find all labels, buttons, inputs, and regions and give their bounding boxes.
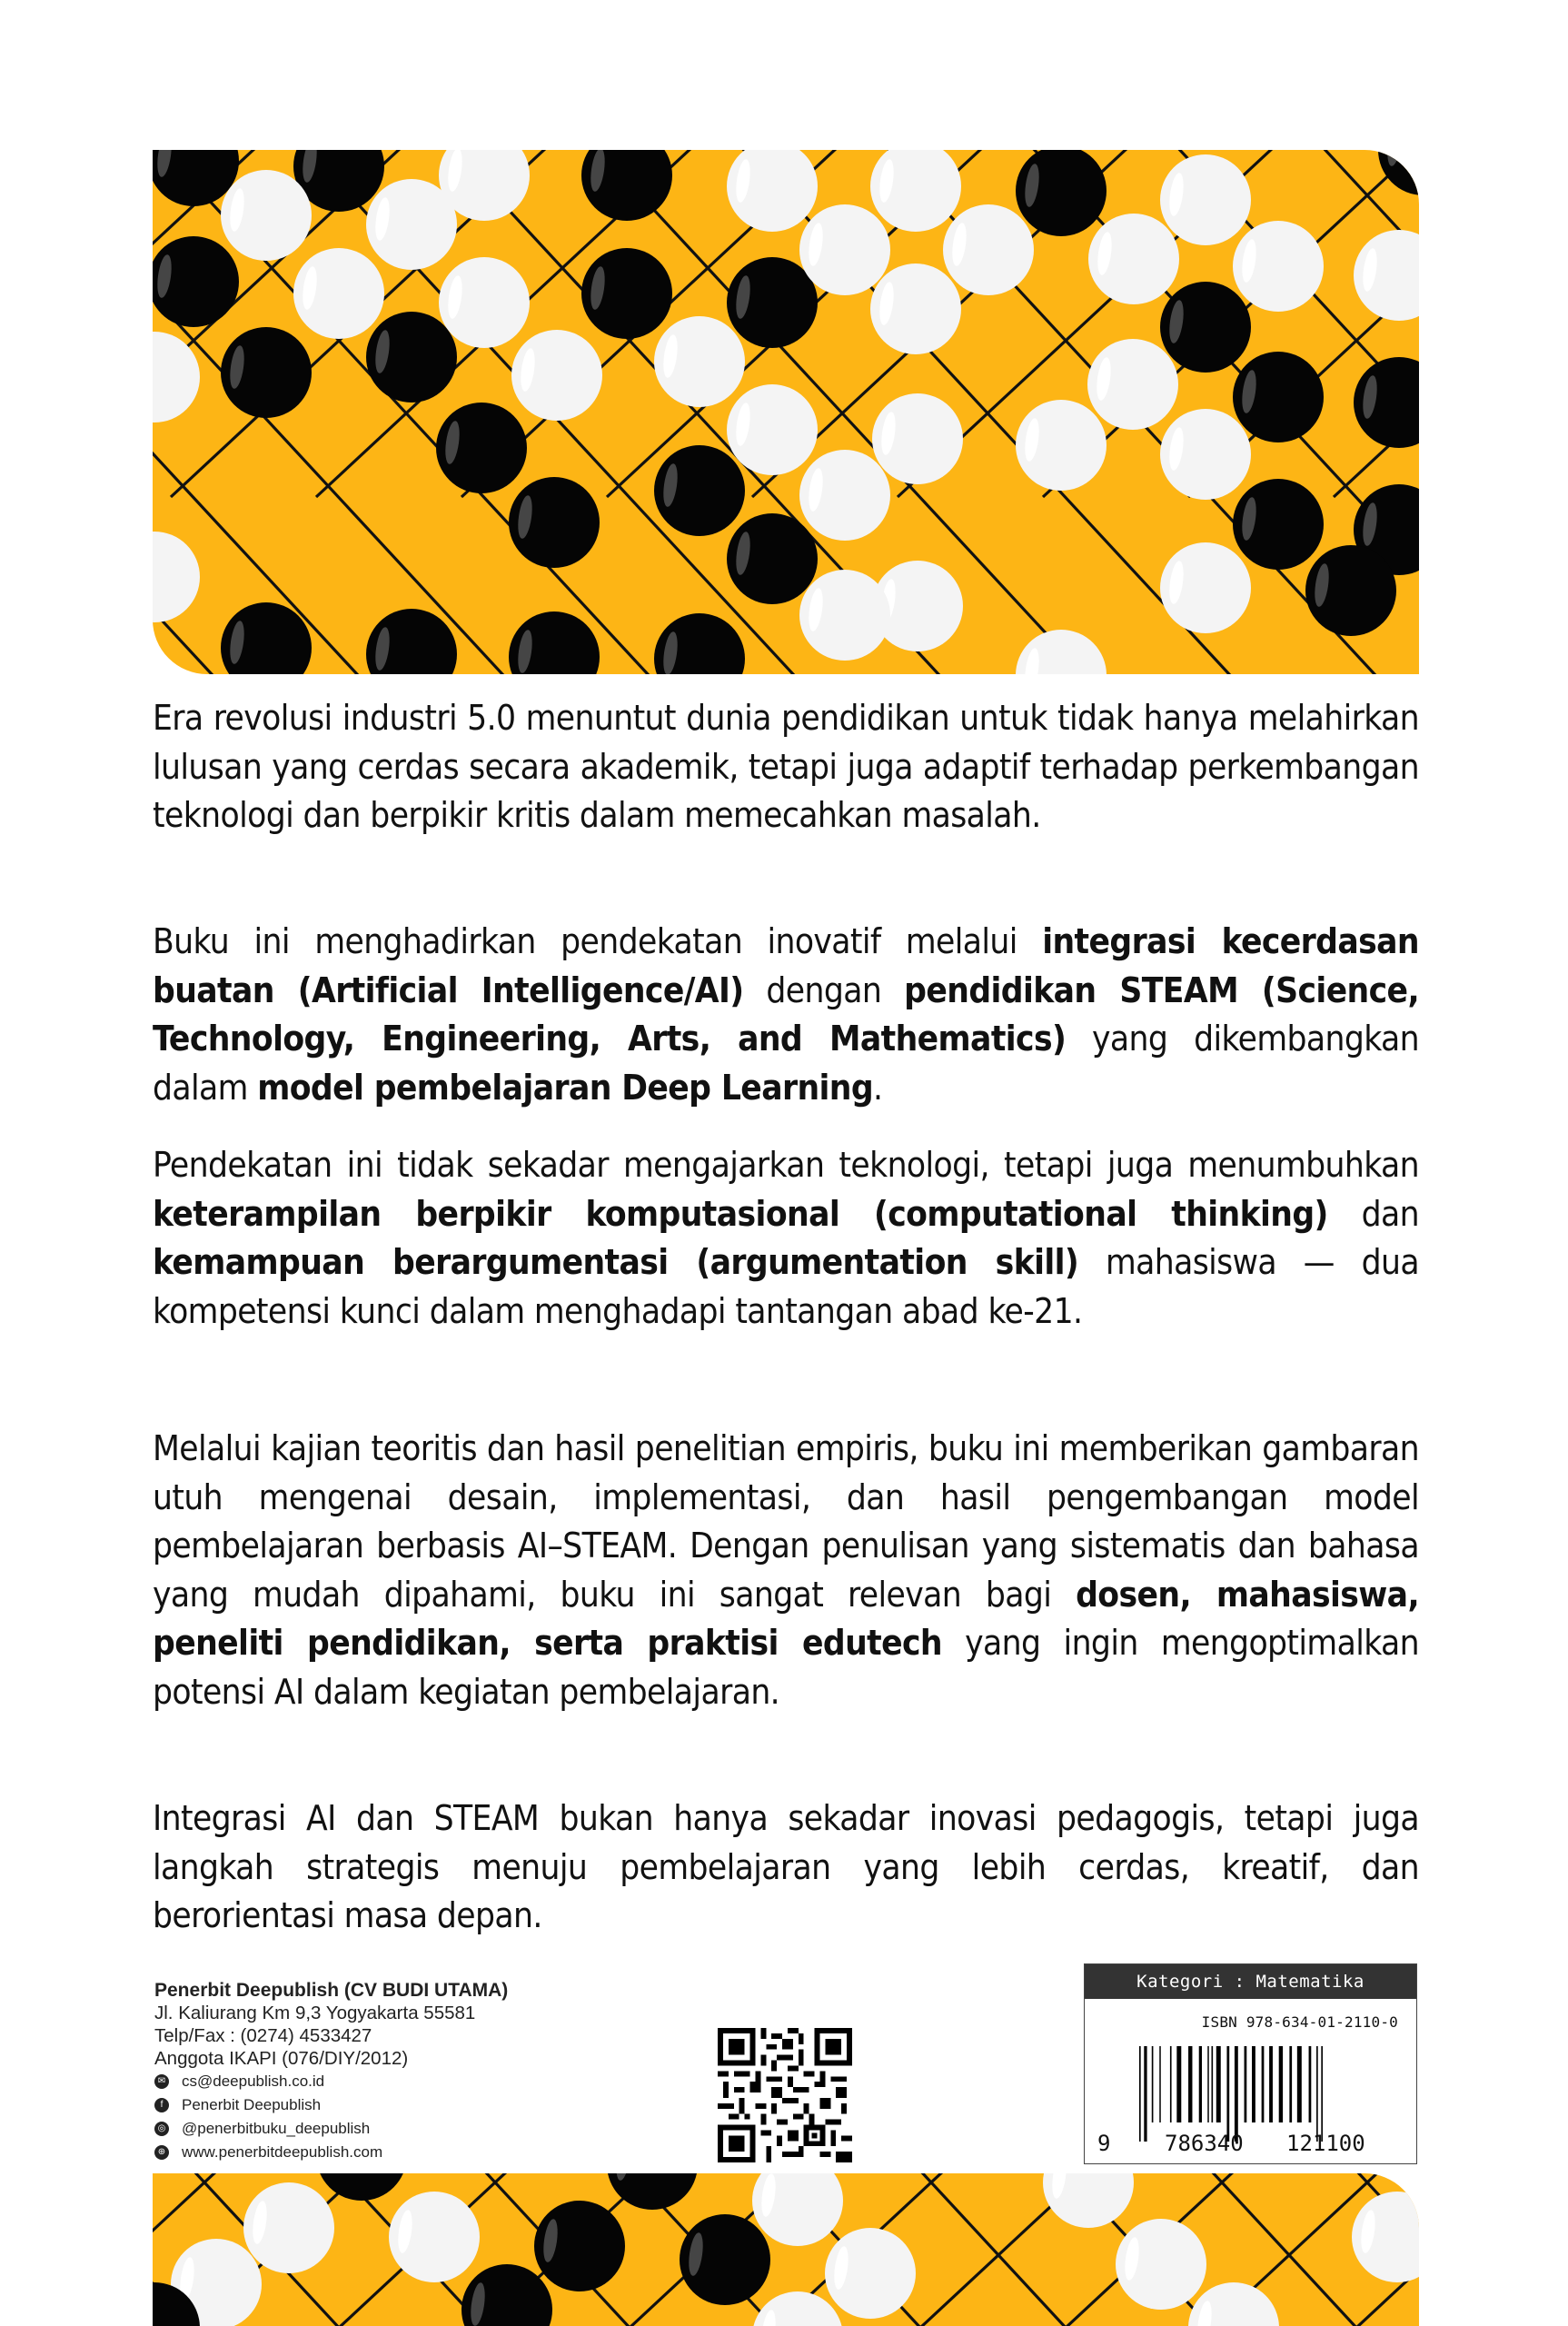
barcode-digits-right: 121100 (1286, 2131, 1365, 2156)
category-label: Kategori : Matematika (1085, 1964, 1416, 1999)
barcode-digit-first: 9 (1097, 2131, 1111, 2156)
publisher-name: Penerbit Deepublish (CV BUDI UTAMA) (154, 1980, 509, 2001)
email-icon: ✉ (154, 2074, 169, 2089)
blurb-text: Buku ini menghadirkan pendekatan inovatif melalui (153, 921, 1043, 962)
blurb-emphasis: kemampuan berargumentasi (argumentation skill) (153, 1242, 1079, 1283)
contact-website-text: www.penerbitdeepublish.com (182, 2143, 383, 2161)
blurb-text: Era revolusi industri 5.0 menuntut dunia pendidikan untuk tidak hanya melahirkan lulusan yang cerdas secara akademik, tetapi juga adaptif terhadap perkembangan teknologi dan berpikir kritis dalam memecahkan masalah. (153, 698, 1419, 836)
isbn-number: ISBN 978-634-01-2110-0 (1201, 2013, 1398, 2031)
blurb-paragraph-2 (153, 918, 1419, 1112)
blurb-paragraph-4 (153, 1425, 1419, 1716)
go-board-illustration-bottom (153, 2173, 1419, 2326)
blurb-paragraph-3 (153, 1141, 1419, 1336)
blurb-emphasis: integrasi kecerdasan buatan (Artificial Intelligence/AI) (153, 921, 1419, 1011)
qr-code[interactable] (718, 2028, 852, 2162)
blurb-text: Pendekatan ini tidak sekadar mengajarkan teknologi, tetapi juga menumbuhkan (153, 1145, 1419, 1186)
contact-instagram[interactable] (154, 2117, 508, 2141)
blurb-emphasis: model pembelajaran Deep Learning (257, 1067, 874, 1108)
barcode (1139, 2046, 1404, 2142)
blurb-text: yang dikembangkan dalam (153, 1019, 1419, 1108)
publisher-address: Jl. Kaliurang Km 9,3 Yogyakarta 55581 (154, 2003, 476, 2023)
barcode-digits-left: 786340 (1165, 2131, 1244, 2156)
blurb-text: Integrasi AI dan STEAM bukan hanya sekadar inovasi pedagogis, tetapi juga langkah strategis menuju pembelajaran yang lebih cerdas, kreatif, dan berorientasi masa depan. (153, 1798, 1419, 1936)
contact-facebook-text: Penerbit Deepublish (182, 2096, 322, 2113)
blurb-emphasis: keterampilan berpikir komputasional (computational thinking) (153, 1193, 1328, 1235)
contact-instagram-text: @penerbitbuku_deepublish (182, 2120, 371, 2137)
publisher-info (154, 1979, 508, 2164)
go-board-graphic (153, 150, 1419, 674)
blurb-text: yang ingin mengoptimalkan potensi AI dalam kegiatan pembelajaran. (153, 1623, 1419, 1713)
blurb-emphasis: dosen, mahasiswa, peneliti pendidikan, serta praktisi edutech (153, 1574, 1419, 1664)
publisher-membership: Anggota IKAPI (076/DIY/2012) (154, 2048, 409, 2069)
contact-facebook[interactable] (154, 2093, 508, 2117)
blurb-emphasis: pendidikan STEAM (Science, Technology, Engineering, Arts, and Mathematics) (153, 969, 1420, 1059)
blurb-text: dan (1327, 1193, 1419, 1235)
blurb-text: . (873, 1067, 883, 1108)
publisher-phone: Telp/Fax : (0274) 4533427 (154, 2025, 372, 2046)
blurb-text: Melalui kajian teoritis dan hasil penelitian empiris, buku ini memberikan gambaran utuh mengenai desain, implementasi, dan hasil pengembangan model pembelajaran berbasis AI–STEAM. Dengan penulisan yang sistematis dan bahasa yang mudah dipahami, buku ini sangat relevan bagi (153, 1428, 1419, 1615)
blurb-text: mahasiswa — dua kompetensi kunci dalam menghadapi tantangan abad ke-21. (153, 1242, 1420, 1332)
contact-website[interactable] (154, 2141, 508, 2164)
go-board-graphic (153, 2173, 1419, 2326)
isbn-barcode-box (1084, 1963, 1417, 2164)
facebook-icon: f (154, 2098, 169, 2112)
globe-icon: ⊕ (154, 2145, 169, 2160)
contact-email[interactable] (154, 2070, 508, 2093)
blurb-paragraph-1 (153, 694, 1419, 840)
blurb-text: dengan (743, 969, 905, 1011)
instagram-icon: ◎ (154, 2122, 169, 2136)
blurb-paragraph-5 (153, 1794, 1419, 1941)
contact-email-text: cs@deepublish.co.id (182, 2073, 325, 2090)
go-board-illustration-top (153, 150, 1419, 674)
